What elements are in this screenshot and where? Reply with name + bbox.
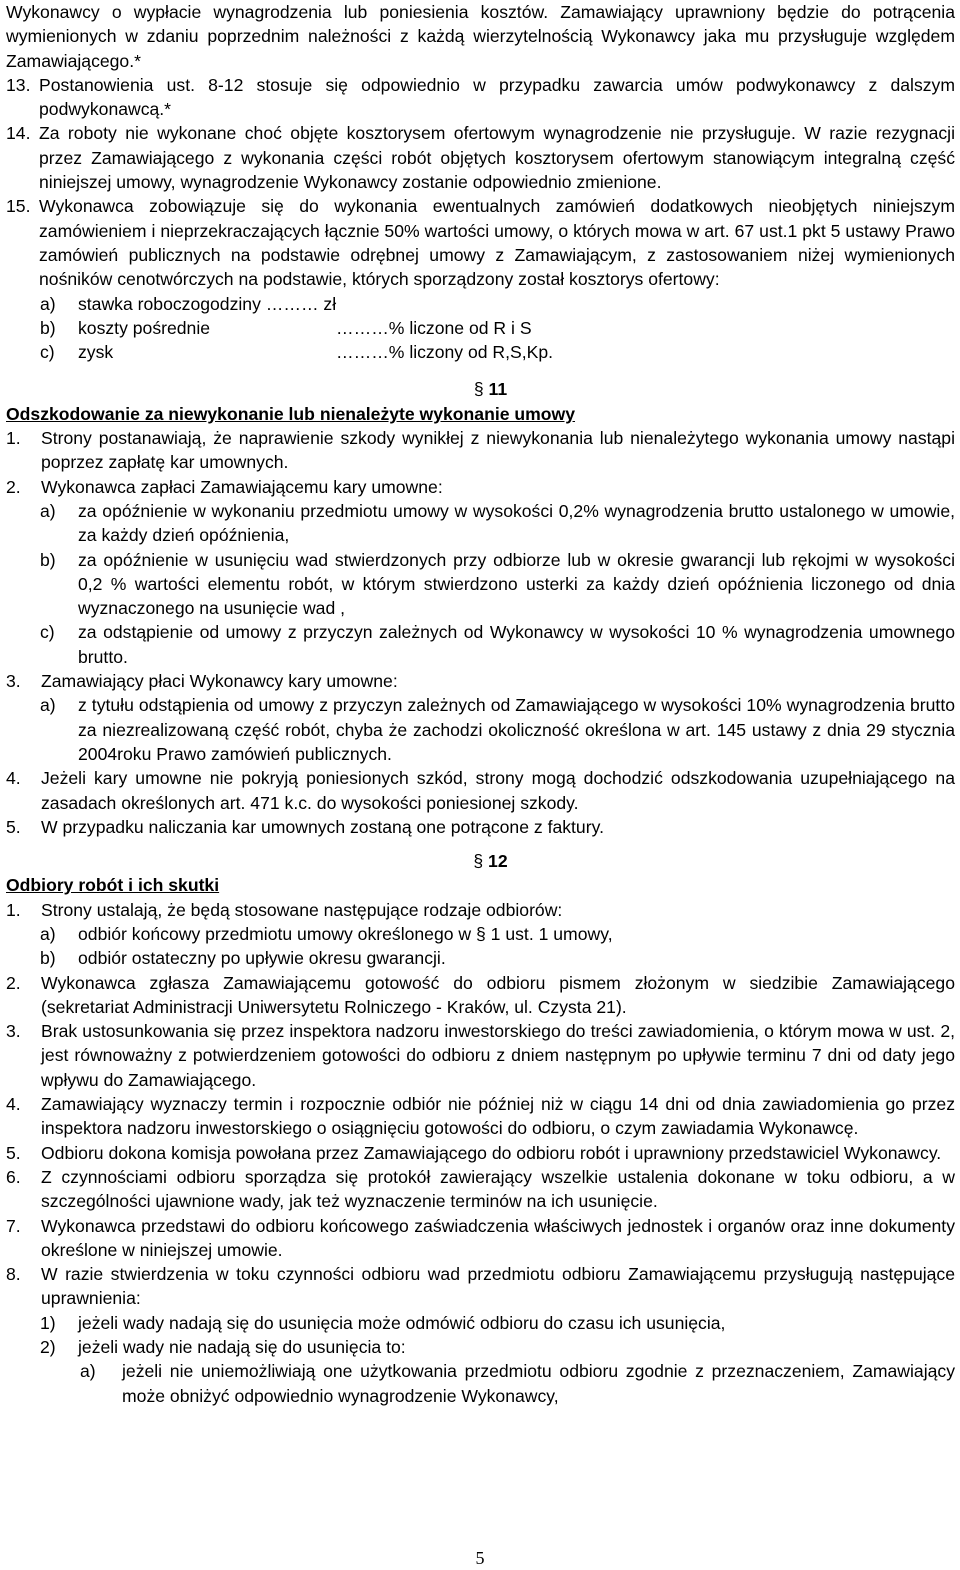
item-text: z tytułu odstąpienia od umowy z przyczyn zależnych od Zamawiającego w wysokości 10% wynagrodzenia brutto za niezrealizowaną część robót, chyba że zachodzi okoliczność określona w art. 145 ustawy z dnia 29 stycznia 2004roku Prawo zamówień publicznych.: [78, 695, 955, 764]
sublist: [6, 693, 955, 766]
item-number: 8.: [6, 1264, 21, 1285]
sublist: [6, 1311, 955, 1360]
item-number: 5.: [6, 816, 21, 837]
item-number: 4.: [6, 1094, 21, 1115]
rates-list: [6, 292, 955, 365]
section-number: [6, 377, 955, 401]
item-number: 7.: [6, 1215, 21, 1236]
rate-item: [40, 316, 955, 340]
sublist-nested: [6, 1359, 955, 1408]
clause-number: 14.: [6, 123, 31, 144]
sublist-item: [40, 548, 955, 621]
clause-text: Postanowienia ust. 8-12 stosuje się odpowiednio w przypadku zawarcia umów podwykonawcy z dalszym podwykonawcą.*: [39, 74, 955, 120]
item-text: Zamawiający wyznaczy termin i rozpocznie odbiór nie później niż w ciągu 14 dni od dnia zawiadomienia go przez inspektora nadzoru inwestorskiego o osiągnięciu gotowości do odbioru, o czym zawiadamia Wykonawcę.: [41, 1094, 955, 1139]
item-text: Wykonawca zgłasza Zamawiającemu gotowość do odbioru pismem złożonym w siedzibie Zamawiającego (sekretariat Administracji Uniwersytetu Rolniczego - Kraków, ul. Czysta 21).: [41, 972, 955, 1017]
item-text: Wykonawca zapłaci Zamawiającemu kary umowne:: [41, 476, 443, 497]
rate-marker: c): [40, 342, 55, 363]
clause-text: Za roboty nie wykonane choć objęte kosztorysem ofertowym wynagrodzenie nie przysługuje. W razie rezygnacji przez Zamawiającego z wykonania części robót objętych kosztorysem ofertowym stanowiącym integralną część niniejszej umowy, wynagrodzenie Wykonawcy zostanie odpowiednio zmienione.: [39, 123, 955, 193]
paragraph-sign: §: [473, 851, 484, 872]
document-page: [6, 0, 955, 1408]
section-number-value: 11: [488, 379, 508, 400]
item-text: Strony ustalają, że będą stosowane następujące rodzaje odbiorów:: [41, 899, 563, 920]
rate-label: koszty pośrednie: [78, 317, 211, 338]
section-number: [6, 849, 955, 873]
section-heading: Odszkodowanie za niewykonanie lub nienależyte wykonanie umowy: [6, 403, 576, 424]
sublist: [6, 922, 955, 971]
list-item: [6, 1019, 955, 1092]
item-text: Jeżeli kary umowne nie pokryją poniesionych szkód, strony mogą dochodzić odszkodowania uzupełniającego na zasadach określonych art. 471 k.c. do wysokości poniesionej szkody.: [41, 768, 955, 813]
item-marker: b): [40, 549, 56, 570]
list-item: [6, 669, 955, 693]
sublist-item: [40, 693, 955, 766]
clause-number: 13.: [6, 74, 31, 95]
rate-marker: a): [40, 293, 56, 314]
clause-15: [6, 194, 955, 291]
sublist-item: [40, 620, 955, 669]
item-text: za odstąpienie od umowy z przyczyn zależnych od Wykonawcy w wysokości 10 % wynagrodzenia umownego brutto.: [78, 622, 955, 667]
item-marker: 1): [40, 1312, 56, 1333]
item-marker: 2): [40, 1337, 56, 1358]
list-item: [6, 971, 955, 1020]
section-heading: Odbiory robót i ich skutki: [6, 875, 220, 896]
item-marker: b): [40, 948, 56, 969]
item-text: W przypadku naliczania kar umownych zostaną one potrącone z faktury.: [41, 816, 604, 837]
list-item: [6, 1262, 955, 1311]
sublist-item: [40, 946, 955, 970]
item-text: Brak ustosunkowania się przez inspektora nadzoru inwestorskiego do treści zawiadomienia, o którym mowa w ust. 2, jest równoważny z potwierdzeniem gotowości do odbioru z dniem następnym po upływie terminu 7 dni od daty jego wpływu do Zamawiającego.: [41, 1021, 955, 1090]
list-item: [6, 815, 955, 839]
page-number: 5: [475, 1548, 485, 1568]
paragraph-sign: §: [473, 379, 484, 400]
paragraph-continuation: Wykonawcy o wypłacie wynagrodzenia lub poniesienia kosztów. Zamawiający uprawniony będzie do potrącenia wymienionych w zdaniu poprzednim należności z każdą wierzytelnością Wykonawcy jaka mu przysługuje względem Zamawiającego.*: [6, 2, 955, 71]
sublist-item: [80, 1359, 955, 1408]
rate-item: [40, 340, 955, 364]
sublist-item: [40, 1335, 955, 1359]
list-item: [6, 898, 955, 922]
rate-value: ………% liczone od R i S: [336, 317, 532, 338]
rate-marker: b): [40, 317, 56, 338]
sublist: [6, 499, 955, 669]
item-number: 2.: [6, 476, 21, 497]
list-item: [6, 1092, 955, 1141]
item-marker: a): [40, 695, 56, 716]
rate-label: zysk: [78, 342, 114, 363]
sublist-item: [40, 922, 955, 946]
clause-text: Wykonawca zobowiązuje się do wykonania ewentualnych zamówień dodatkowych nieobjętych niniejszym zamówieniem i nieprzekraczających łącznie 50% wartości umowy, o których mowa w art. 67 ust.1 pkt 5 ustawy Prawo zamówień publicznych na podstawie odrębnej umowy z Zamawiającym, z zastosowaniem niżej wymienionych nośników cenotwórczych na podstawie, których sporządzony został kosztorys ofertowy:: [39, 196, 955, 290]
item-text: za opóźnienie w usunięciu wad stwierdzonych przy odbiorze lub w okresie gwarancji lub rękojmi w wysokości 0,2 % wartości elementu robót, w którym stwierdzono usterki za każdy dzień opóźnienia liczonego od dnia wyznaczonego na usunięcie wad ,: [78, 549, 955, 619]
clause-14: [6, 121, 955, 194]
item-marker: a): [40, 923, 56, 944]
item-marker: a): [40, 500, 56, 521]
item-text: Wykonawca przedstawi do odbioru końcowego zaświadczenia właściwych jednostek i organów oraz inne dokumenty określone w niniejszej umowie.: [41, 1215, 955, 1260]
item-number: 3.: [6, 671, 21, 692]
item-text: Strony postanawiają, że naprawienie szkody wynikłej z niewykonania lub nienależytego wykonania umowy nastąpi poprzez zapłatę kar umownych.: [41, 428, 955, 473]
item-number: 6.: [6, 1166, 21, 1187]
item-text: jeżeli nie uniemożliwiają one użytkowania przedmiotu odbioru zgodnie z przeznaczeniem, Zamawiający może obniżyć odpowiednio wynagrodzenie Wykonawcy,: [122, 1361, 955, 1406]
item-text: odbiór końcowy przedmiotu umowy określonego w § 1 ust. 1 umowy,: [78, 923, 613, 944]
item-text: Zamawiający płaci Wykonawcy kary umowne:: [41, 671, 398, 692]
item-number: 5.: [6, 1142, 21, 1163]
list-item: [6, 475, 955, 499]
sublist-item: [40, 1311, 955, 1335]
item-number: 2.: [6, 972, 21, 993]
rate-label: stawka roboczogodziny ……… zł: [78, 293, 337, 314]
item-text: W razie stwierdzenia w toku czynności odbioru wad przedmiotu odbioru Zamawiającemu przysługują następujące uprawnienia:: [41, 1264, 955, 1309]
rate-value: ………% liczony od R,S,Kp.: [336, 342, 554, 363]
item-text: Z czynnościami odbioru sporządza się protokół zawierający wszelkie ustalenia dokonane w toku odbioru, a w szczególności ujawnione wady, jak też wyznaczenie terminów na ich usunięcie.: [41, 1166, 955, 1212]
item-text: jeżeli wady nie nadają się do usunięcia to:: [78, 1337, 406, 1358]
clause-13: [6, 73, 955, 122]
item-marker: c): [40, 622, 55, 643]
clause-number: 15.: [6, 196, 31, 217]
list-item: [6, 426, 955, 475]
list-item: [6, 766, 955, 815]
rate-item: [40, 292, 955, 316]
sublist-item: [40, 499, 955, 548]
item-number: 1.: [6, 899, 21, 920]
list-item: [6, 1214, 955, 1263]
item-marker: a): [80, 1361, 96, 1382]
list-item: [6, 1141, 955, 1165]
list-item: [6, 1165, 955, 1214]
item-text: Odbioru dokona komisja powołana przez Zamawiającego do odbioru robót i uprawniony przedstawiciel Wykonawcy.: [41, 1142, 942, 1163]
item-number: 4.: [6, 768, 21, 789]
item-number: 1.: [6, 428, 21, 449]
section-number-value: 12: [488, 851, 508, 872]
item-number: 3.: [6, 1021, 21, 1042]
item-text: za opóźnienie w wykonaniu przedmiotu umowy w wysokości 0,2% wynagrodzenia brutto ustalonego w umowie, za każdy dzień opóźnienia,: [78, 500, 955, 546]
item-text: jeżeli wady nadają się do usunięcia może odmówić odbioru do czasu ich usunięcia,: [78, 1312, 726, 1333]
item-text: odbiór ostateczny po upływie okresu gwarancji.: [78, 948, 446, 969]
